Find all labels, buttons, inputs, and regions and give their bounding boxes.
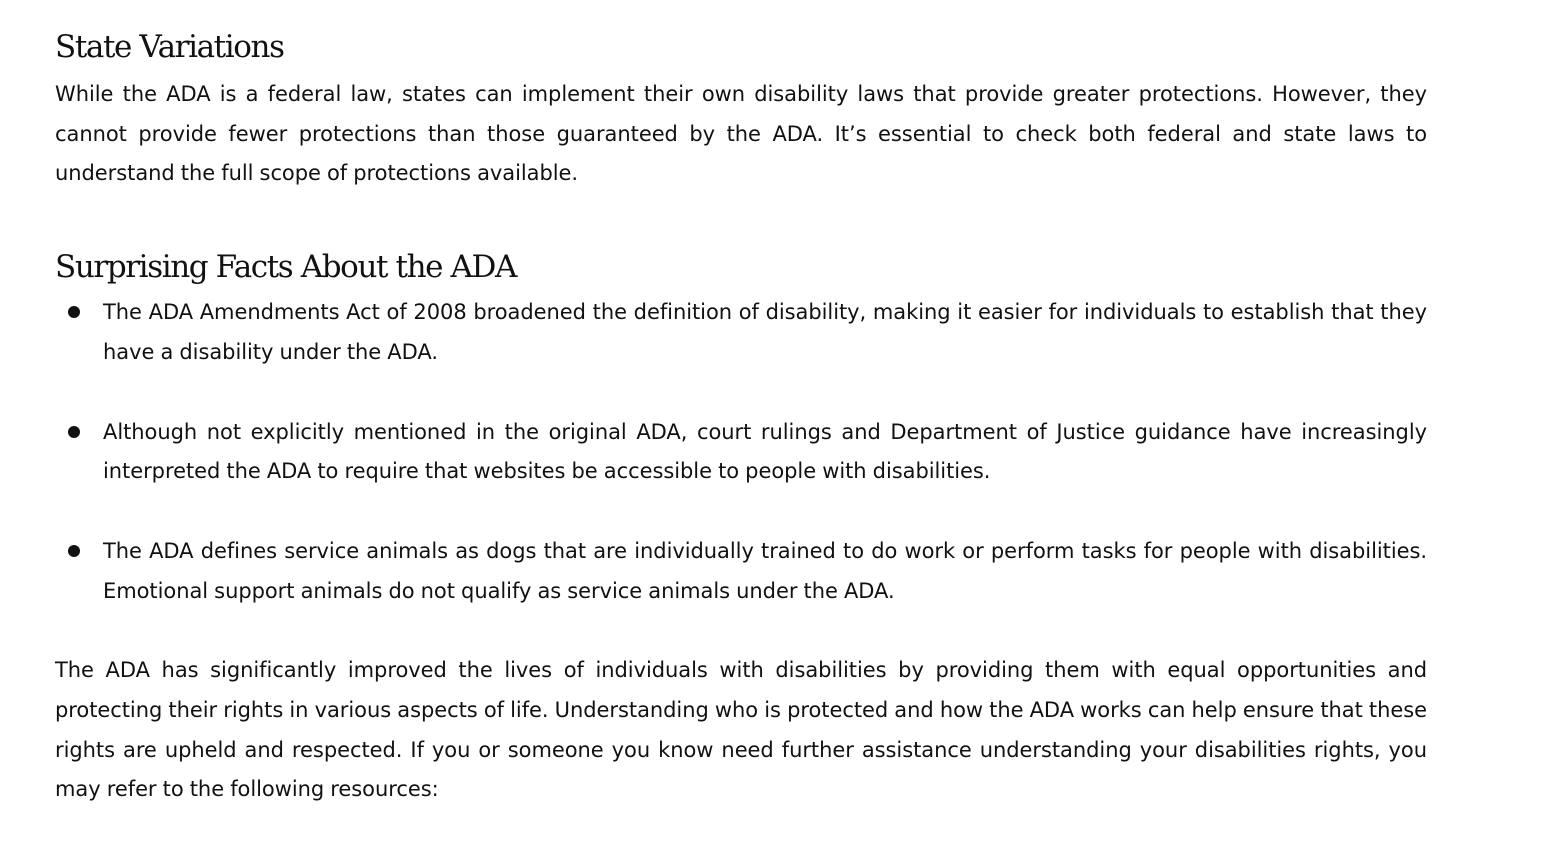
bullet-icon bbox=[68, 306, 80, 318]
bullet-icon bbox=[68, 545, 80, 557]
list-item bbox=[55, 532, 1427, 611]
state-variations-section bbox=[55, 26, 1427, 194]
surprising-facts-section bbox=[55, 246, 1427, 611]
conclusion-section bbox=[55, 651, 1427, 810]
article-content bbox=[55, 0, 1427, 810]
state-variations-paragraph: While the ADA is a federal law, states can implement their own disability laws that provide greater protections. However, they cannot provide fewer protections than those guaranteed by the ADA. It’s essential to check both federal and state laws to understand the full scope of protections available. bbox=[55, 82, 1427, 186]
state-variations-heading: State Variations bbox=[55, 29, 284, 65]
list-item bbox=[55, 293, 1427, 372]
list-item-text: Although not explicitly mentioned in the original ADA, court rulings and Department of Justice guidance have increasingly interpreted the ADA to require that websites be accessible to people with disabilities. bbox=[103, 419, 1427, 484]
list-item-text: The ADA Amendments Act of 2008 broadened the definition of disability, making it easier for individuals to establish that they have a disability under the ADA. bbox=[103, 300, 1427, 364]
surprising-facts-list bbox=[55, 293, 1427, 611]
surprising-facts-heading: Surprising Facts About the ADA bbox=[55, 249, 516, 286]
bullet-icon bbox=[68, 426, 80, 438]
list-item bbox=[55, 413, 1427, 492]
list-item-text: The ADA defines service animals as dogs that are individually trained to do work or perform tasks for people with disabilities. Emotional support animals do not qualify as service animals under the ADA. bbox=[103, 538, 1427, 603]
conclusion-paragraph: The ADA has significantly improved the lives of individuals with disabilities by providing them with equal opportunities and protecting their rights in various aspects of life. Understanding who is protected and how the ADA works can help ensure that these rights are upheld and respected. If you or someone you know need further assistance understanding your disabilities rights, you may refer to the following resources: bbox=[55, 658, 1427, 802]
